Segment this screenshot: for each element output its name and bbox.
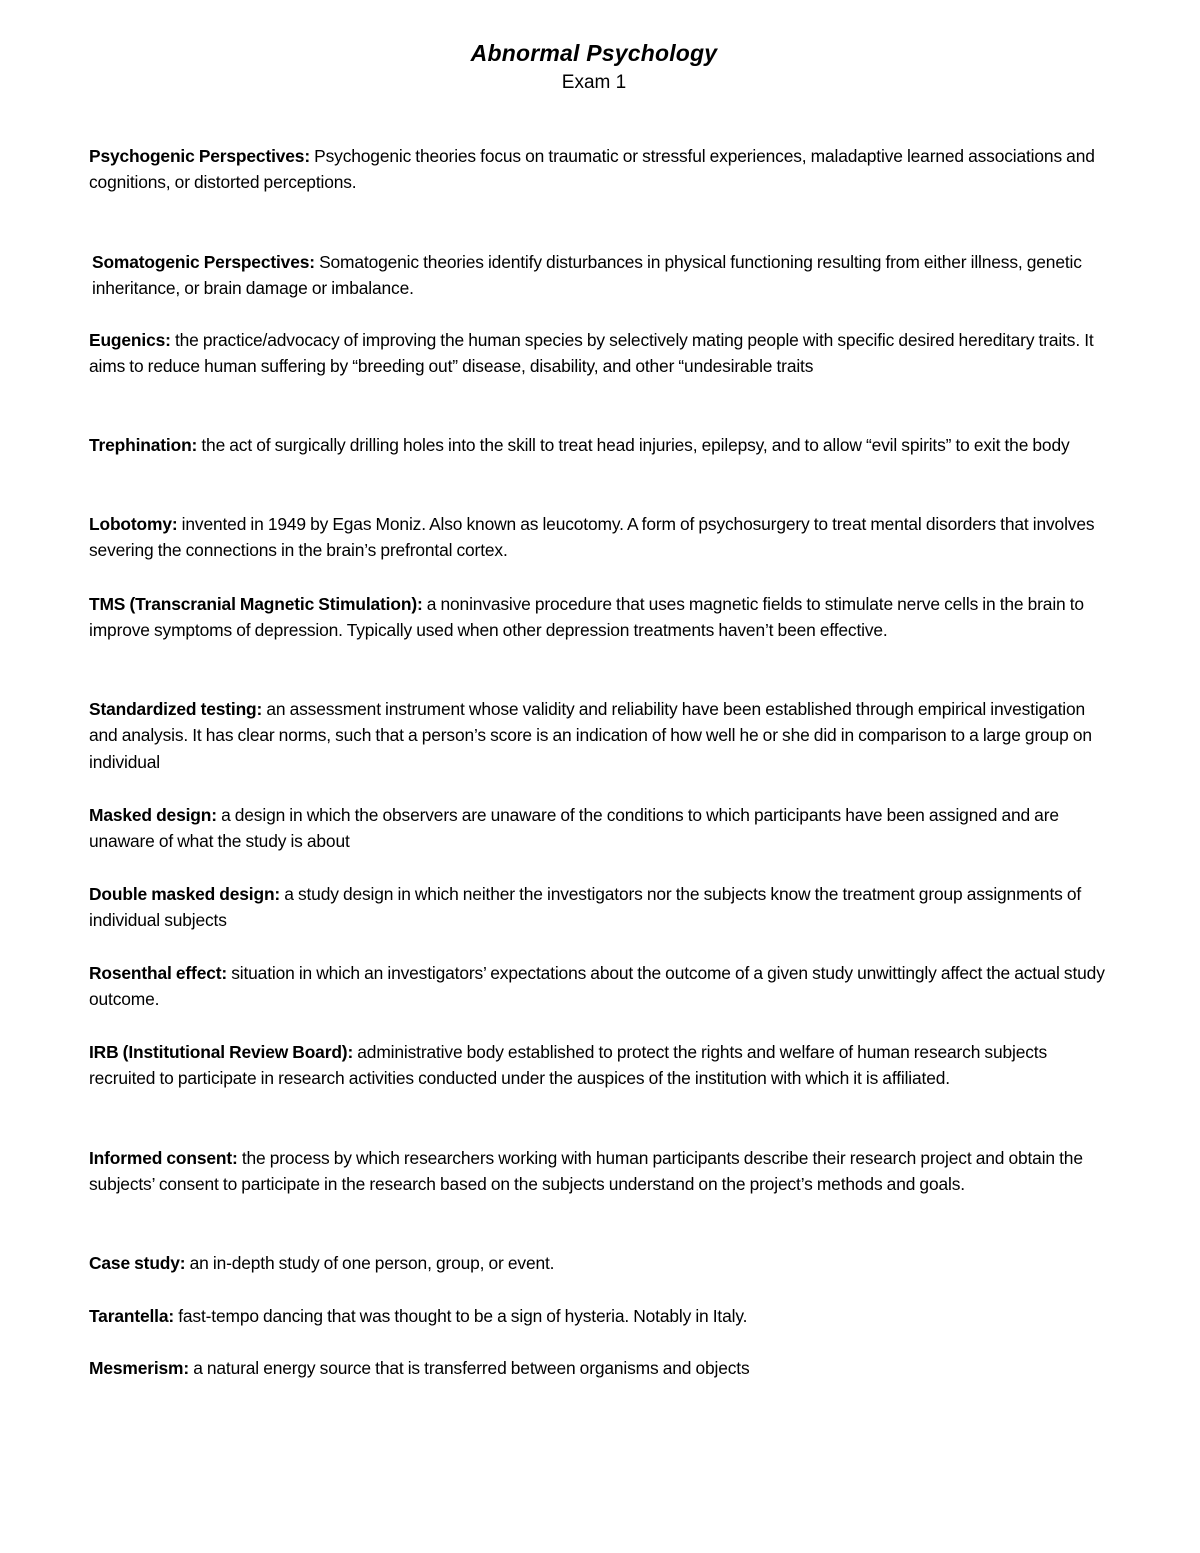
entry-definition: a natural energy source that is transferred between organisms and objects: [193, 1358, 750, 1378]
entry-definition: an in-depth study of one person, group, or event.: [189, 1253, 555, 1273]
entry-definition: a noninvasive procedure that uses magnetic fields to stimulate nerve cells in the brain to improve symptoms of depression. Typically used when other depression treatments haven’t been effective.: [89, 594, 1084, 641]
glossary-entry-tarantella: [89, 1303, 1117, 1329]
entry-term: Eugenics:: [89, 330, 171, 350]
entry-term: Tarantella:: [89, 1306, 175, 1326]
glossary-entry-informed-consent: [89, 1145, 1117, 1198]
entry-definition: a design in which the observers are unaware of the conditions to which participants have been assigned and are unaware of what the study is about: [89, 805, 1059, 852]
glossary-entry-tms: [89, 591, 1117, 644]
entry-definition: the act of surgically drilling holes into the skill to treat head injuries, epilepsy, and to allow “evil spirits” to exit the body: [201, 435, 1070, 455]
entry-term: Lobotomy:: [89, 514, 178, 534]
entry-definition: situation in which an investigators’ expectations about the outcome of a given study unwittingly affect the actual study outcome.: [89, 963, 1105, 1010]
entry-term: IRB (Institutional Review Board):: [89, 1042, 354, 1062]
entry-term: Rosenthal effect:: [89, 963, 228, 983]
glossary-entry-irb: [89, 1039, 1117, 1092]
glossary-entry-trephination: [89, 432, 1117, 458]
glossary-entry-standardized-testing: [89, 696, 1117, 775]
entry-term: Masked design:: [89, 805, 217, 825]
entry-term: Case study:: [89, 1253, 186, 1273]
entry-definition: fast-tempo dancing that was thought to be a sign of hysteria. Notably in Italy.: [178, 1306, 748, 1326]
entry-term: Trephination:: [89, 435, 198, 455]
entry-definition: the process by which researchers working with human participants describe their research project and obtain the subjects’ consent to participate in the research based on the subjects understand on the project’s methods and goals.: [89, 1148, 1083, 1195]
entry-term: Double masked design:: [89, 884, 281, 904]
glossary-entry-lobotomy: [89, 511, 1117, 564]
entry-term: Psychogenic Perspectives:: [89, 146, 310, 166]
entry-term: Mesmerism:: [89, 1358, 189, 1378]
entry-term: Somatogenic Perspectives:: [92, 252, 315, 272]
entry-definition: administrative body established to protect the rights and welfare of human research subjects recruited to participate in research activities conducted under the auspices of the institution with which it is affiliated.: [89, 1042, 1048, 1089]
glossary-entry-masked-design: [89, 802, 1117, 855]
entry-definition: an assessment instrument whose validity and reliability have been established through empirical investigation and analysis. It has clear norms, such that a person’s score is an indication of how well he or she did in comparison to a large group on individual: [89, 699, 1092, 772]
document-subtitle: Exam 1: [561, 72, 627, 93]
glossary-entry-psychogenic-perspectives: [89, 143, 1117, 196]
glossary-entry-eugenics: [89, 327, 1117, 380]
glossary-entry-case-study: [89, 1250, 1117, 1276]
entry-definition: invented in 1949 by Egas Moniz. Also known as leucotomy. A form of psychosurgery to treat mental disorders that involves severing the connections in the brain’s prefrontal cortex.: [89, 514, 1095, 561]
entry-definition: the practice/advocacy of improving the human species by selectively mating people with specific desired hereditary traits. It aims to reduce human suffering by “breeding out” disease, disability, and other “undesirable traits: [89, 330, 1094, 377]
entry-term: Informed consent:: [89, 1148, 238, 1168]
entry-definition: Somatogenic theories identify disturbances in physical functioning resulting from either illness, genetic inheritance, or brain damage or imbalance.: [92, 252, 1082, 299]
entry-term: Standardized testing:: [89, 699, 263, 719]
entry-definition: Psychogenic theories focus on traumatic or stressful experiences, maladaptive learned associations and cognitions, or distorted perceptions.: [89, 146, 1095, 193]
glossary-entry-double-masked-design: [89, 881, 1117, 934]
glossary-entry-rosenthal-effect: [89, 960, 1117, 1013]
entry-term: TMS (Transcranial Magnetic Stimulation):: [89, 594, 423, 614]
glossary-entry-somatogenic-perspectives: [92, 249, 1120, 302]
glossary-entry-mesmerism: [89, 1355, 1117, 1381]
document-title: Abnormal Psychology: [470, 40, 718, 66]
entry-definition: a study design in which neither the investigators nor the subjects know the treatment group assignments of individual subjects: [89, 884, 1082, 931]
